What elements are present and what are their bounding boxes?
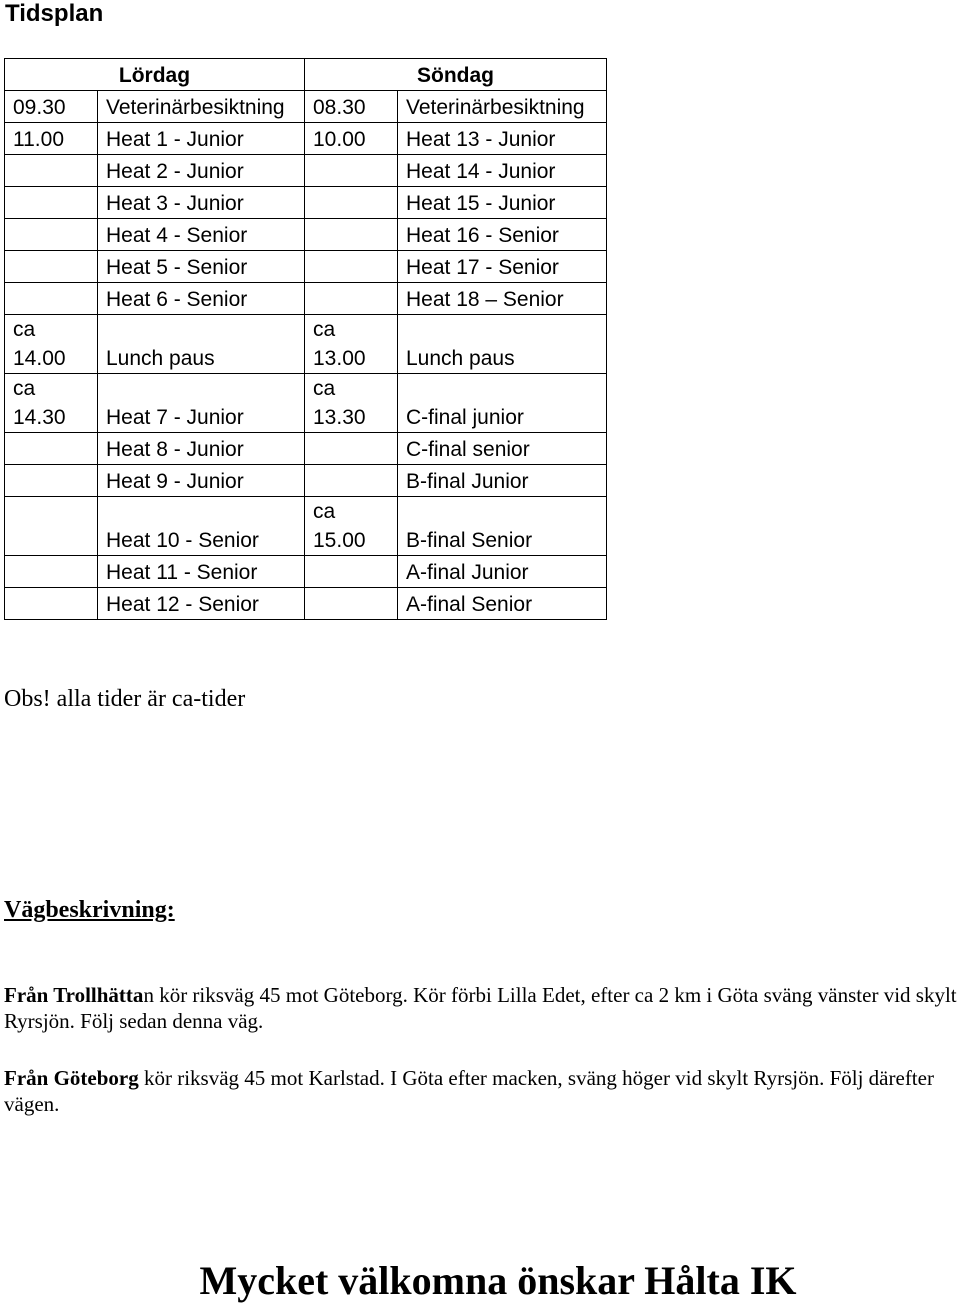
sunday-time — [305, 187, 398, 219]
sunday-time — [305, 91, 398, 123]
sunday-time — [305, 219, 398, 251]
saturday-event: Heat 10 - Senior — [98, 497, 305, 556]
time-value: 14.30 — [13, 406, 66, 429]
saturday-time — [5, 251, 98, 283]
time-value: 13.30 — [313, 406, 366, 429]
time-prefix: ca — [13, 318, 36, 341]
saturday-time — [5, 123, 98, 155]
sunday-event: Heat 13 - Junior — [398, 123, 607, 155]
header-saturday: Lördag — [5, 59, 305, 91]
time-value: 09.30 — [13, 96, 66, 119]
header-sunday: Söndag — [305, 59, 607, 91]
time-value: 08.30 — [313, 96, 366, 119]
sunday-time — [305, 155, 398, 187]
time-prefix: ca — [313, 377, 336, 400]
time-prefix: ca — [13, 377, 36, 400]
saturday-event: Lunch paus — [98, 315, 305, 374]
time-value: 13.00 — [313, 347, 366, 370]
sunday-event: B-final Senior — [398, 497, 607, 556]
sunday-time — [305, 497, 398, 556]
saturday-event: Heat 7 - Junior — [98, 374, 305, 433]
table-row — [5, 315, 607, 374]
directions-paragraph-1 — [4, 982, 959, 1034]
table-row — [5, 588, 607, 620]
sunday-time — [305, 588, 398, 620]
sunday-event: C-final senior — [398, 433, 607, 465]
table-row — [5, 556, 607, 588]
time-prefix: ca — [313, 500, 336, 523]
saturday-time — [5, 187, 98, 219]
sunday-event: Heat 18 – Senior — [398, 283, 607, 315]
sunday-event: Veterinärbesiktning — [398, 91, 607, 123]
sunday-time — [305, 315, 398, 374]
time-prefix: ca — [313, 318, 336, 341]
sunday-time — [305, 465, 398, 497]
directions-text-2: kör riksväg 45 mot Karlstad. I Göta efter macken, sväng höger vid skylt Ryrsjön. Följ därefter vägen. — [4, 1066, 934, 1116]
saturday-event: Heat 11 - Senior — [98, 556, 305, 588]
directions-paragraph-2 — [4, 1065, 959, 1117]
saturday-time — [5, 315, 98, 374]
time-value: 15.00 — [313, 529, 366, 552]
saturday-event: Veterinärbesiktning — [98, 91, 305, 123]
saturday-time — [5, 155, 98, 187]
saturday-event: Heat 4 - Senior — [98, 219, 305, 251]
table-header-row — [5, 59, 607, 91]
page-title: Tidsplan — [5, 0, 104, 27]
directions-from-2: Från Göteborg — [4, 1066, 139, 1090]
sunday-time — [305, 123, 398, 155]
note-text: Obs! alla tider är ca-tider — [4, 686, 246, 712]
saturday-time — [5, 465, 98, 497]
saturday-event: Heat 9 - Junior — [98, 465, 305, 497]
sunday-time — [305, 283, 398, 315]
directions-text-1: n kör riksväg 45 mot Göteborg. Kör förbi Lilla Edet, efter ca 2 km i Göta sväng vänster vid skylt Ryrsjön. Följ sedan denna väg. — [4, 983, 957, 1033]
sunday-event: Heat 16 - Senior — [398, 219, 607, 251]
saturday-event: Heat 6 - Senior — [98, 283, 305, 315]
sunday-event: Heat 17 - Senior — [398, 251, 607, 283]
table-row — [5, 374, 607, 433]
table-row — [5, 251, 607, 283]
sunday-time — [305, 374, 398, 433]
table-row — [5, 497, 607, 556]
table-row — [5, 283, 607, 315]
time-value: 14.00 — [13, 347, 66, 370]
table-row — [5, 219, 607, 251]
sunday-time — [305, 556, 398, 588]
sunday-event: B-final Junior — [398, 465, 607, 497]
schedule-table — [4, 58, 607, 620]
saturday-time — [5, 219, 98, 251]
saturday-time — [5, 497, 98, 556]
saturday-time — [5, 433, 98, 465]
sunday-time — [305, 251, 398, 283]
directions-from-1: Från Trollhätta — [4, 983, 144, 1007]
time-value: 11.00 — [13, 128, 64, 151]
saturday-event: Heat 5 - Senior — [98, 251, 305, 283]
saturday-time — [5, 283, 98, 315]
directions-heading: Vägbeskrivning: — [4, 897, 175, 923]
table-row — [5, 187, 607, 219]
saturday-event: Heat 2 - Junior — [98, 155, 305, 187]
table-row — [5, 155, 607, 187]
sunday-event: Heat 15 - Junior — [398, 187, 607, 219]
table-row — [5, 433, 607, 465]
saturday-time — [5, 588, 98, 620]
table-row — [5, 465, 607, 497]
saturday-event: Heat 12 - Senior — [98, 588, 305, 620]
sunday-event: A-final Senior — [398, 588, 607, 620]
time-value: 10.00 — [313, 128, 366, 151]
saturday-time — [5, 374, 98, 433]
saturday-event: Heat 3 - Junior — [98, 187, 305, 219]
table-row — [5, 123, 607, 155]
sunday-event: Lunch paus — [398, 315, 607, 374]
sunday-time — [305, 433, 398, 465]
saturday-event: Heat 1 - Junior — [98, 123, 305, 155]
sunday-event: A-final Junior — [398, 556, 607, 588]
welcome-message: Mycket välkomna önskar Hålta IK — [199, 1258, 797, 1303]
sunday-event: Heat 14 - Junior — [398, 155, 607, 187]
table-row — [5, 91, 607, 123]
sunday-event: C-final junior — [398, 374, 607, 433]
saturday-event: Heat 8 - Junior — [98, 433, 305, 465]
saturday-time — [5, 91, 98, 123]
saturday-time — [5, 556, 98, 588]
